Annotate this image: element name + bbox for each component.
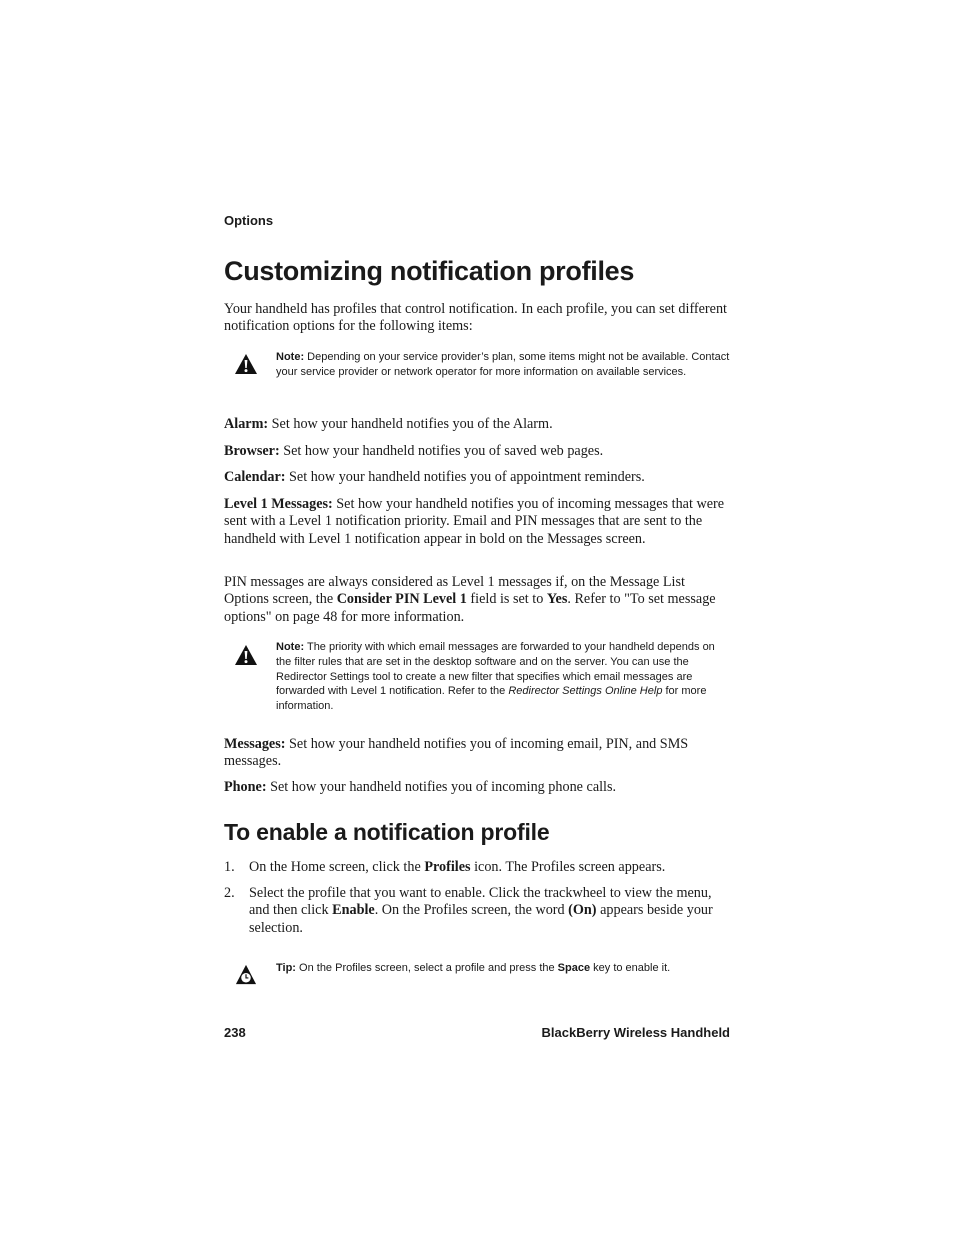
item-desc: Set how your handheld notifies you of the Alarm. [271,416,553,432]
pin-text: . Refer to "To set message options" on page 48 for more information. [224,591,716,625]
step-number: 2. [224,885,235,901]
warning-icon [234,644,258,666]
ui-term: Profiles [424,859,471,875]
step-text-part: On the Home screen, click the [249,859,425,875]
page-number: 238 [224,1025,246,1040]
item-term: Calendar: [224,469,286,485]
pin-paragraph [224,574,732,626]
tip-body: key to enable it. [590,962,671,974]
procedure-title: To enable a notification profile [224,819,550,845]
step-number: 1. [224,859,235,875]
note-body: Depending on your service provider’s plan, some items might not be available. Contact your service provider or network operator for more information on available services. [276,351,730,378]
pin-field-name: Consider PIN Level 1 [336,591,467,608]
page-footer [224,1025,730,1040]
help-reference: Redirector Settings Online Help [508,685,663,698]
book-title: BlackBerry Wireless Handheld [541,1025,730,1040]
item-level1-messages [224,496,732,548]
item-messages [224,736,732,771]
item-term: Messages: [224,736,286,752]
item-term: Phone: [224,779,267,795]
item-term: Browser: [224,443,280,459]
note-label: Note: [276,641,305,653]
step-text [249,885,727,937]
step-text-part: . On the Profiles screen, the word [374,902,569,919]
item-desc: Set how your handheld notifies you of incoming email, PIN, and SMS messages. [224,736,689,770]
item-desc: Set how your handheld notifies you of incoming messages that were sent with a Level 1 notification priority. Email and PIN messages that are sent to the handheld with Level 1 notification appear in bold on the Messages screen. [224,496,725,547]
item-desc: Set how your handheld notifies you of saved web pages. [283,443,604,459]
item-phone [224,779,732,796]
pin-text: PIN messages are always considered as Level 1 messages if, on the Message List Options screen, the [224,574,685,608]
item-alarm [224,416,732,433]
item-desc: Set how your handheld notifies you of appointment reminders. [289,469,645,485]
note-body: for more information. [276,685,707,713]
page-title: Customizing notification profiles [224,256,635,286]
item-term: Level 1 Messages: [224,496,333,512]
ui-term: (On) [568,902,597,919]
item-desc: Set how your handheld notifies you of incoming phone calls. [270,779,617,795]
pin-field-value: Yes [546,591,568,608]
tip-icon [234,964,258,986]
item-term: Alarm: [224,416,269,432]
tip-label: Tip: [276,962,296,974]
note-text [276,350,732,380]
step-text-part: icon. The Profiles screen appears. [470,859,666,875]
note-text [276,640,732,714]
step-text-part: Select the profile that you want to enable. Click the trackwheel to view the menu, and then click [249,885,712,919]
step-text-part: appears beside your selection. [249,902,713,936]
key-name: Space [557,962,591,974]
warning-icon [234,353,258,375]
item-calendar [224,469,732,486]
note-label: Note: [276,351,305,363]
step-text [249,859,727,876]
item-browser [224,443,732,460]
tip-text [276,961,732,976]
note-body: The priority with which email messages are forwarded to your handheld depends on the filter rules that are set in the desktop software and on the server. You can use the Redirector Settings tool to create a new filter that specifies which email messages are forwarded with Level 1 notification. Refer to the [276,641,715,698]
intro-paragraph: Your handheld has profiles that control notification. In each profile, you can set different notification options for the following items: [224,301,727,335]
tip-body: On the Profiles screen, select a profile and press the [299,962,558,974]
pin-text: field is set to [466,591,547,608]
ui-term: Enable [332,902,375,919]
section-header: Options [224,213,274,228]
